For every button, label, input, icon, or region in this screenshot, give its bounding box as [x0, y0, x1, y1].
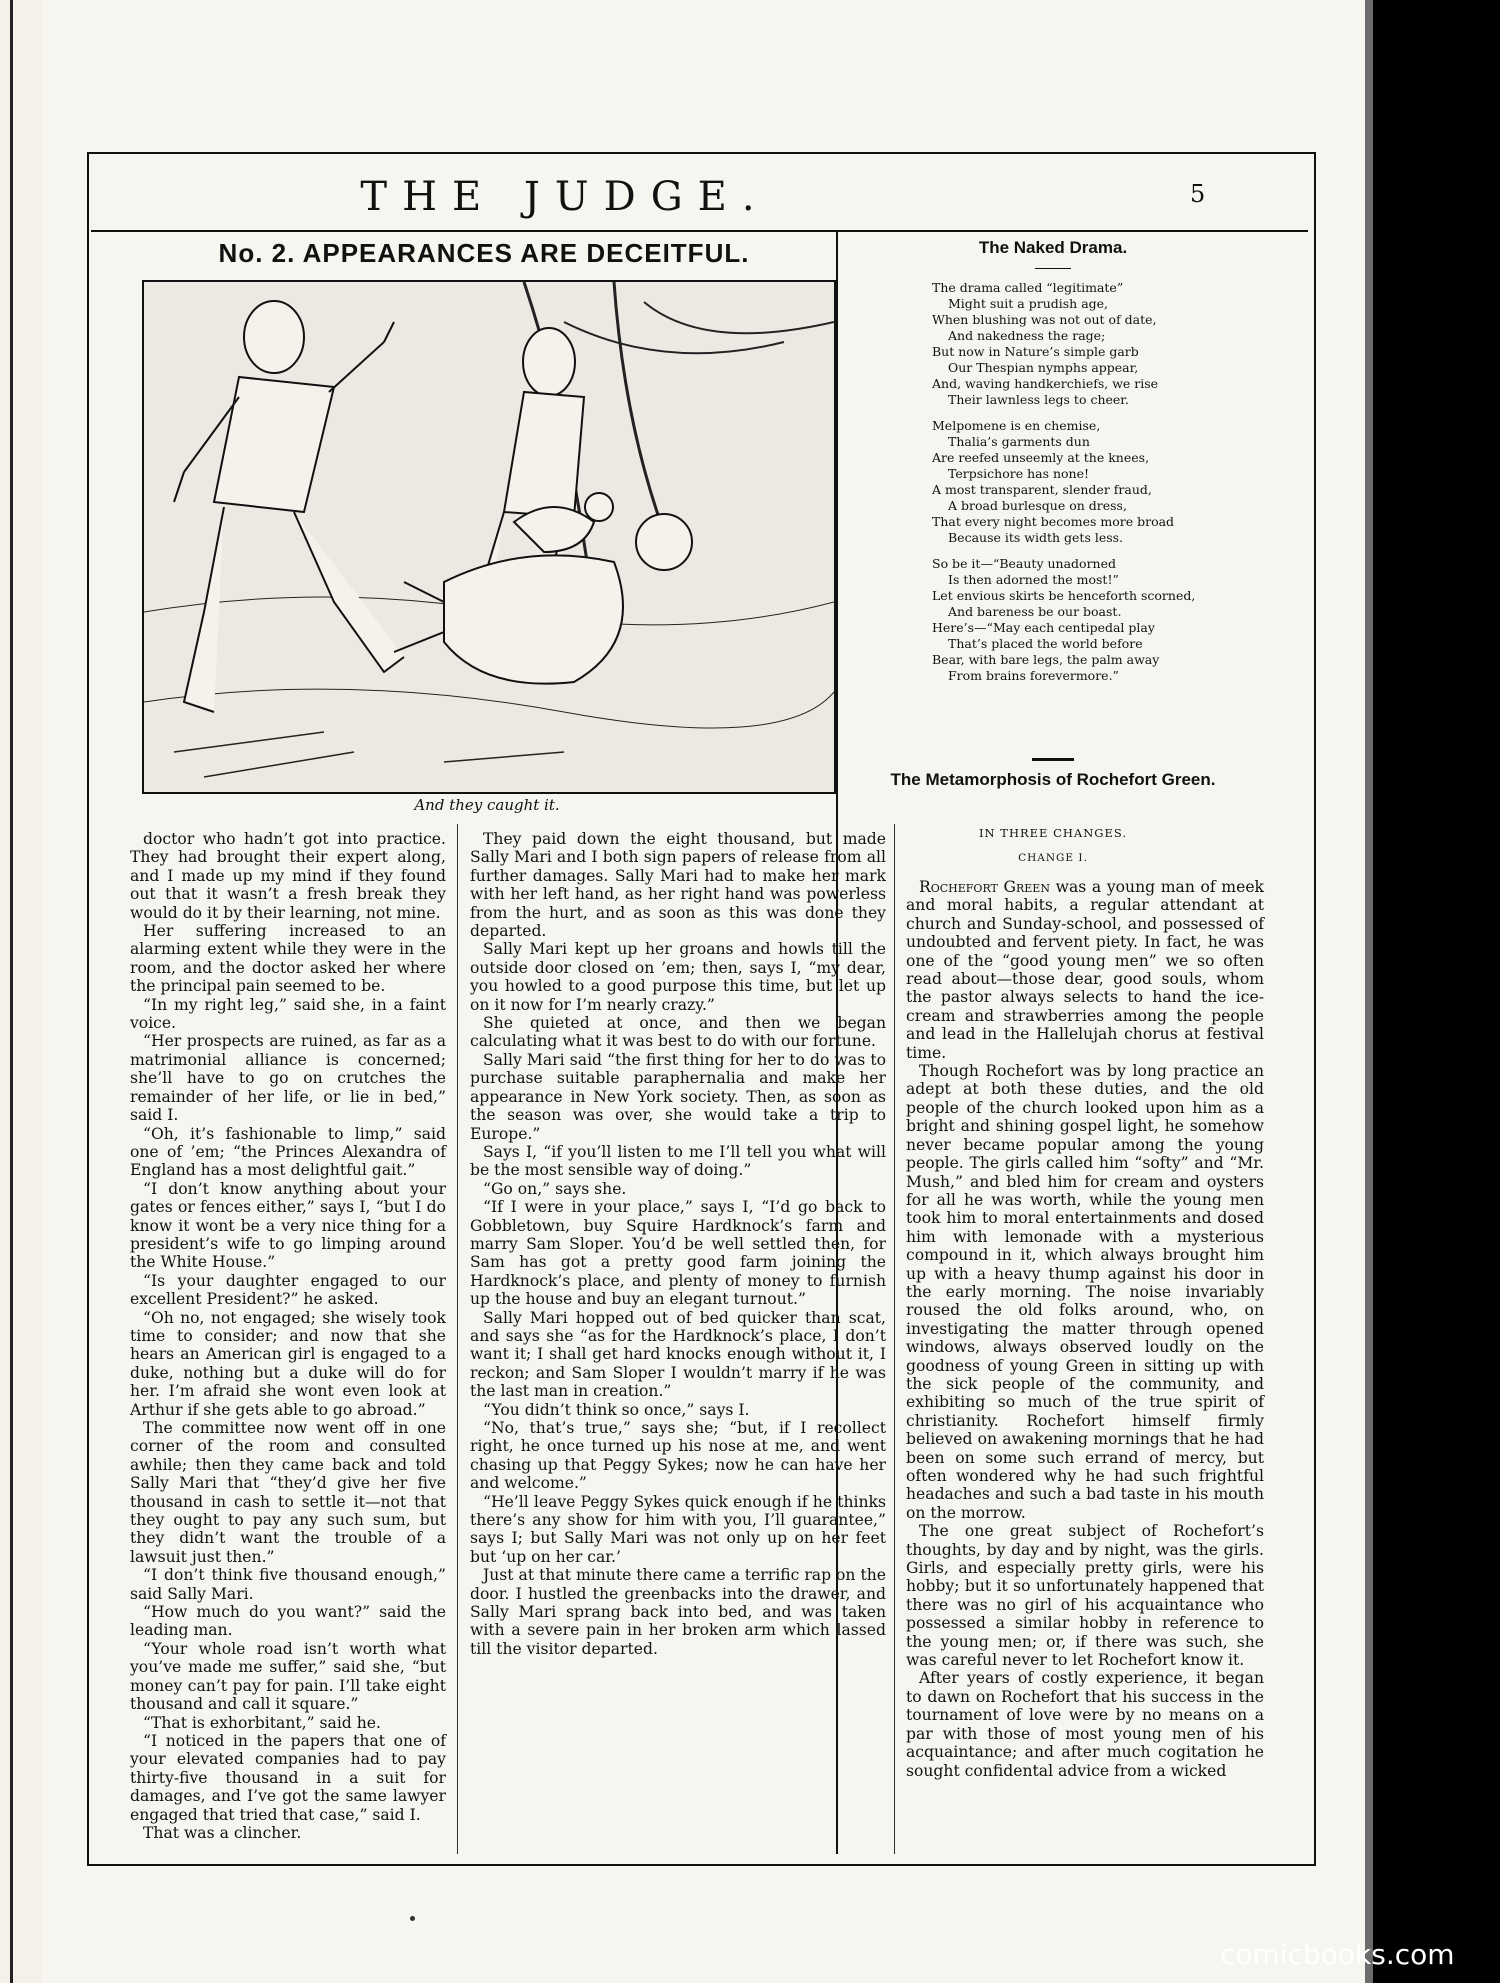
story-subtitle: IN THREE CHANGES. [979, 826, 1127, 840]
poem-line: A most transparent, slender fraud, [932, 482, 1152, 497]
poem-line: When blushing was not out of date, [932, 312, 1157, 327]
story-paragraph: “That is exhorbitant,” said he. [143, 1713, 381, 1732]
story-paragraph: “Her prospects are ruined, as far as a matrimonial alliance is concerned; she’ll have to go on crutches the remainder of her life, or lie in bed,” said I. [130, 1032, 446, 1125]
poem-title-rule [1035, 268, 1071, 269]
watermark-text: comicbooks.com [1220, 1938, 1455, 1971]
poem-line: From brains forevermore.” [948, 668, 1119, 683]
poem-line: And, waving handkerchiefs, we rise [932, 376, 1159, 391]
story-paragraph: “Is your daughter engaged to our excellent President?” he asked. [130, 1271, 446, 1309]
story-column-right [906, 878, 1264, 1780]
story-paragraph: That was a clincher. [143, 1823, 302, 1842]
story-paragraph: After years of costly experience, it began to dawn on Rochefort that his success in the tournament of love were by no means on a par with those of most young men of his acquaintance; and after much cogitation he sought confidental advice from a wicked [906, 1669, 1264, 1780]
section-rule [1032, 758, 1074, 761]
story-paragraph: “Your whole road isn’t worth what you’ve made me suffer,” said she, “but money can’t pay for pain. I’ll take eight thousand and call it square.” [130, 1639, 446, 1714]
story-paragraph: Sally Mari hopped out of bed quicker than scat, and says she “as for the Hardknock’s place, I don’t want it; I shall get hard knocks enough without it, I reckon; and Sam Sloper I wouldn’t marry if he was the last man in creation.” [470, 1308, 886, 1401]
poem-line: Thalia’s garments dun [948, 434, 1090, 449]
cartoon-illustration [142, 280, 836, 794]
story-paragraph: Though Rochefort was by long practice an adept at both these duties, and the old people of the church looked upon him as a bright and shining gospel light, he somehow never became popular among the young people. The girls called him “softy” and “Mr. Mush,” and bled him for cream and oysters for all he was worth, while the young men took him to moral entertainments and dosed him with lemonade with a mysterious compound in it, which always brought him up with a heavy thump against his door in the early morning. The noise invariably roused the old folks around, who, on investigating the matter through opened windows, always observed loudly on the goodness of young Green in sitting up with the sick people of the community, and exhibiting so much of the true spirit of christianity. Rochefort himself firmly believed on awakening mornings that he had been on some such errand of mercy, but often wondered why he had such frightful headaches and such a bad taste in his mouth on the morrow. [906, 1062, 1264, 1522]
poem-line: That’s placed the world before [948, 636, 1143, 651]
page-edge-shadow [1365, 0, 1373, 1983]
poem-line: But now in Nature’s simple garb [932, 344, 1139, 359]
story-paragraph: “How much do you want?” said the leading man. [130, 1603, 446, 1640]
poem-line: And bareness be our boast. [948, 604, 1122, 619]
poem-line: That every night becomes more broad [932, 514, 1175, 529]
column-divider [894, 824, 895, 1854]
poem-line: Bear, with bare legs, the palm away [932, 652, 1160, 667]
cartoon-caption: And they caught it. [414, 796, 560, 814]
story-chapter-heading: CHANGE I. [1018, 852, 1088, 864]
fighting-man [174, 301, 404, 712]
poem-stanza [932, 280, 1264, 408]
story-paragraph: Rochefort Green was a young man of meek and moral habits, a regular attendant at church and Sunday-school, and possessed of undoubted and fervent piety. In fact, he was one of the “good young men” we so often read about—those dear, good souls, whom the pastor always selects to hand the ice-cream and strawberries among the people and lead in the Hallelujah chorus at festival time. [906, 878, 1264, 1062]
story-paragraph: “I don’t think five thousand enough,” said Sally Mari. [130, 1566, 446, 1603]
story-paragraph: Her suffering increased to an alarming extent while they were in the room, and the doctor asked her where the principal pain seemed to be. [130, 922, 446, 996]
story-paragraph: “If I were in your place,” says I, “I’d go back to Gobbletown, buy Squire Hardknock’s farm and marry Sam Sloper. You’d be well settled then, for Sam has got a pretty good farm joining the Hardknock’s place, and plenty of money to furnish up the house and buy an elegant turnout.” [470, 1198, 886, 1309]
story-paragraph: Says I, “if you’ll listen to me I’ll tell you what will be the most sensible way of doing.” [470, 1142, 886, 1180]
lead-name: Rochefort Green [919, 878, 1050, 896]
poem-line: Here’s—“May each centipedal play [932, 620, 1155, 635]
poem-stanza [932, 556, 1264, 684]
story-paragraph: “I don’t know anything about your gates or fences either,” says I, “but I do know it wont be a very nice thing for a president’s wife to go limping around the White House.” [130, 1179, 446, 1272]
poem-line: Melpomene is en chemise, [932, 418, 1101, 433]
poem-title: The Naked Drama. [978, 238, 1128, 257]
story-paragraph: Just at that minute there came a terrific rap on the door. I hustled the greenbacks into the drawer, and Sally Mari sprang back into bed, and was taken with a severe pain in her broken arm which lassed till the visitor departed. [470, 1566, 886, 1658]
story-column-left [130, 830, 446, 1842]
story-paragraph: “I noticed in the papers that one of your elevated companies had to pay thirty-five thousand in a suit for damages, and I’ve got the same lawyer engaged that tried that case,” said I. [130, 1731, 446, 1824]
binding-strip [0, 0, 42, 1983]
poem-line: Is then adorned the most!” [948, 572, 1119, 587]
poem-line: Our Thespian nymphs appear, [948, 360, 1139, 375]
story-column-middle [470, 830, 886, 1658]
story-paragraph: The one great subject of Rochefort’s thoughts, by day and by night, was the girls. Girls, and especially pretty girls, were his hobby; but it so unfortunately happened that there was no girl of his acquaintance who possessed a similar hobby in reference to the young men; or, if there was such, she was careful never to let Rochefort know it. [906, 1522, 1264, 1670]
poem-body [842, 280, 1264, 694]
poem-line: Because its width gets less. [948, 530, 1124, 545]
story-paragraph: The committee now went off in one corner of the room and consulted awhile; then they came back and told Sally Mari that “they’d give her five thousand in cash to settle it—not that they ought to pay any such sum, but they didn’t want the trouble of a lawsuit just then.” [130, 1419, 446, 1566]
story-paragraph: She quieted at once, and then we began calculating what it was best to do with our fortune. [470, 1014, 886, 1051]
cartoon-title: No. 2. APPEARANCES ARE DECEITFUL. [218, 238, 750, 268]
story-paragraph: “No, that’s true,” says she; “but, if I recollect right, he once turned up his nose at me, and went chasing up that Peggy Sykes; now he can have her and welcome.” [470, 1419, 886, 1493]
poem-line: Let envious skirts be henceforth scorned, [932, 588, 1196, 603]
story-paragraph: They paid down the eight thousand, but made Sally Mari and I both sign papers of release from all further damages. Sally Mari had to make her mark with her left hand, as her right hand was powerless from the hurt, and as soon as this was done they departed. [470, 830, 886, 941]
story-title: The Metamorphosis of Rochefort Green. [890, 770, 1216, 789]
poem-line: So be it—“Beauty unadorned [932, 556, 1116, 571]
story-paragraph: “He’ll leave Peggy Sykes quick enough if he thinks there’s any show for him with you, I’ll guarantee,” says I; but Sally Mari was not only up on her feet but ‘up on her car.’ [470, 1492, 886, 1566]
poem-line: Are reefed unseemly at the knees, [932, 450, 1150, 465]
story-paragraph: doctor who hadn’t got into practice. They had brought their expert along, and I made up my mind if they found out that it wasn’t a fresh break they would do it by their learning, not mine. [130, 830, 446, 922]
poem-line: The drama called “legitimate” [932, 280, 1124, 295]
print-mark [410, 1916, 415, 1921]
poem-line: Terpsichore has none! [948, 466, 1090, 481]
poem-stanza [932, 418, 1264, 546]
masthead-rule [91, 230, 1308, 232]
cartoon-drawing [144, 282, 834, 792]
poem-line: A broad burlesque on dress, [948, 498, 1127, 513]
story-paragraph: Sally Mari said “the first thing for her to do was to purchase suitable paraphernalia and make her appearance in New York society. Then, as soon as the season was over, she would take a trip to Europe.” [470, 1050, 886, 1143]
poem-line: And nakedness the rage; [948, 328, 1106, 343]
page-number: 5 [1190, 180, 1206, 208]
story-paragraph: “Go on,” says she. [483, 1179, 627, 1198]
masthead-title: THE JUDGE. [360, 174, 770, 220]
story-paragraph: “Oh, it’s fashionable to limp,” said one of ’em; “the Princes Alexandra of England has a most delightful gait.” [130, 1124, 446, 1180]
column-divider [457, 824, 458, 1854]
poem-line: Their lawnless legs to cheer. [948, 392, 1129, 407]
story-paragraph: “You didn’t think so once,” says I. [483, 1400, 750, 1419]
poem-line: Might suit a prudish age, [948, 296, 1109, 311]
story-paragraph: “In my right leg,” said she, in a faint voice. [130, 995, 446, 1033]
story-paragraph: Sally Mari kept up her groans and howls till the outside door closed on ’em; then, says I, “my dear, you howled to a good purpose this time, but let up on it now for I’m nearly crazy.” [470, 940, 886, 1014]
story-paragraph: “Oh no, not engaged; she wisely took time to consider; and now that she hears an American girl is engaged to a duke, nothing but a duke will do for her. I’m afraid she wont even look at Arthur if she gets able to go abroad.” [130, 1308, 446, 1419]
